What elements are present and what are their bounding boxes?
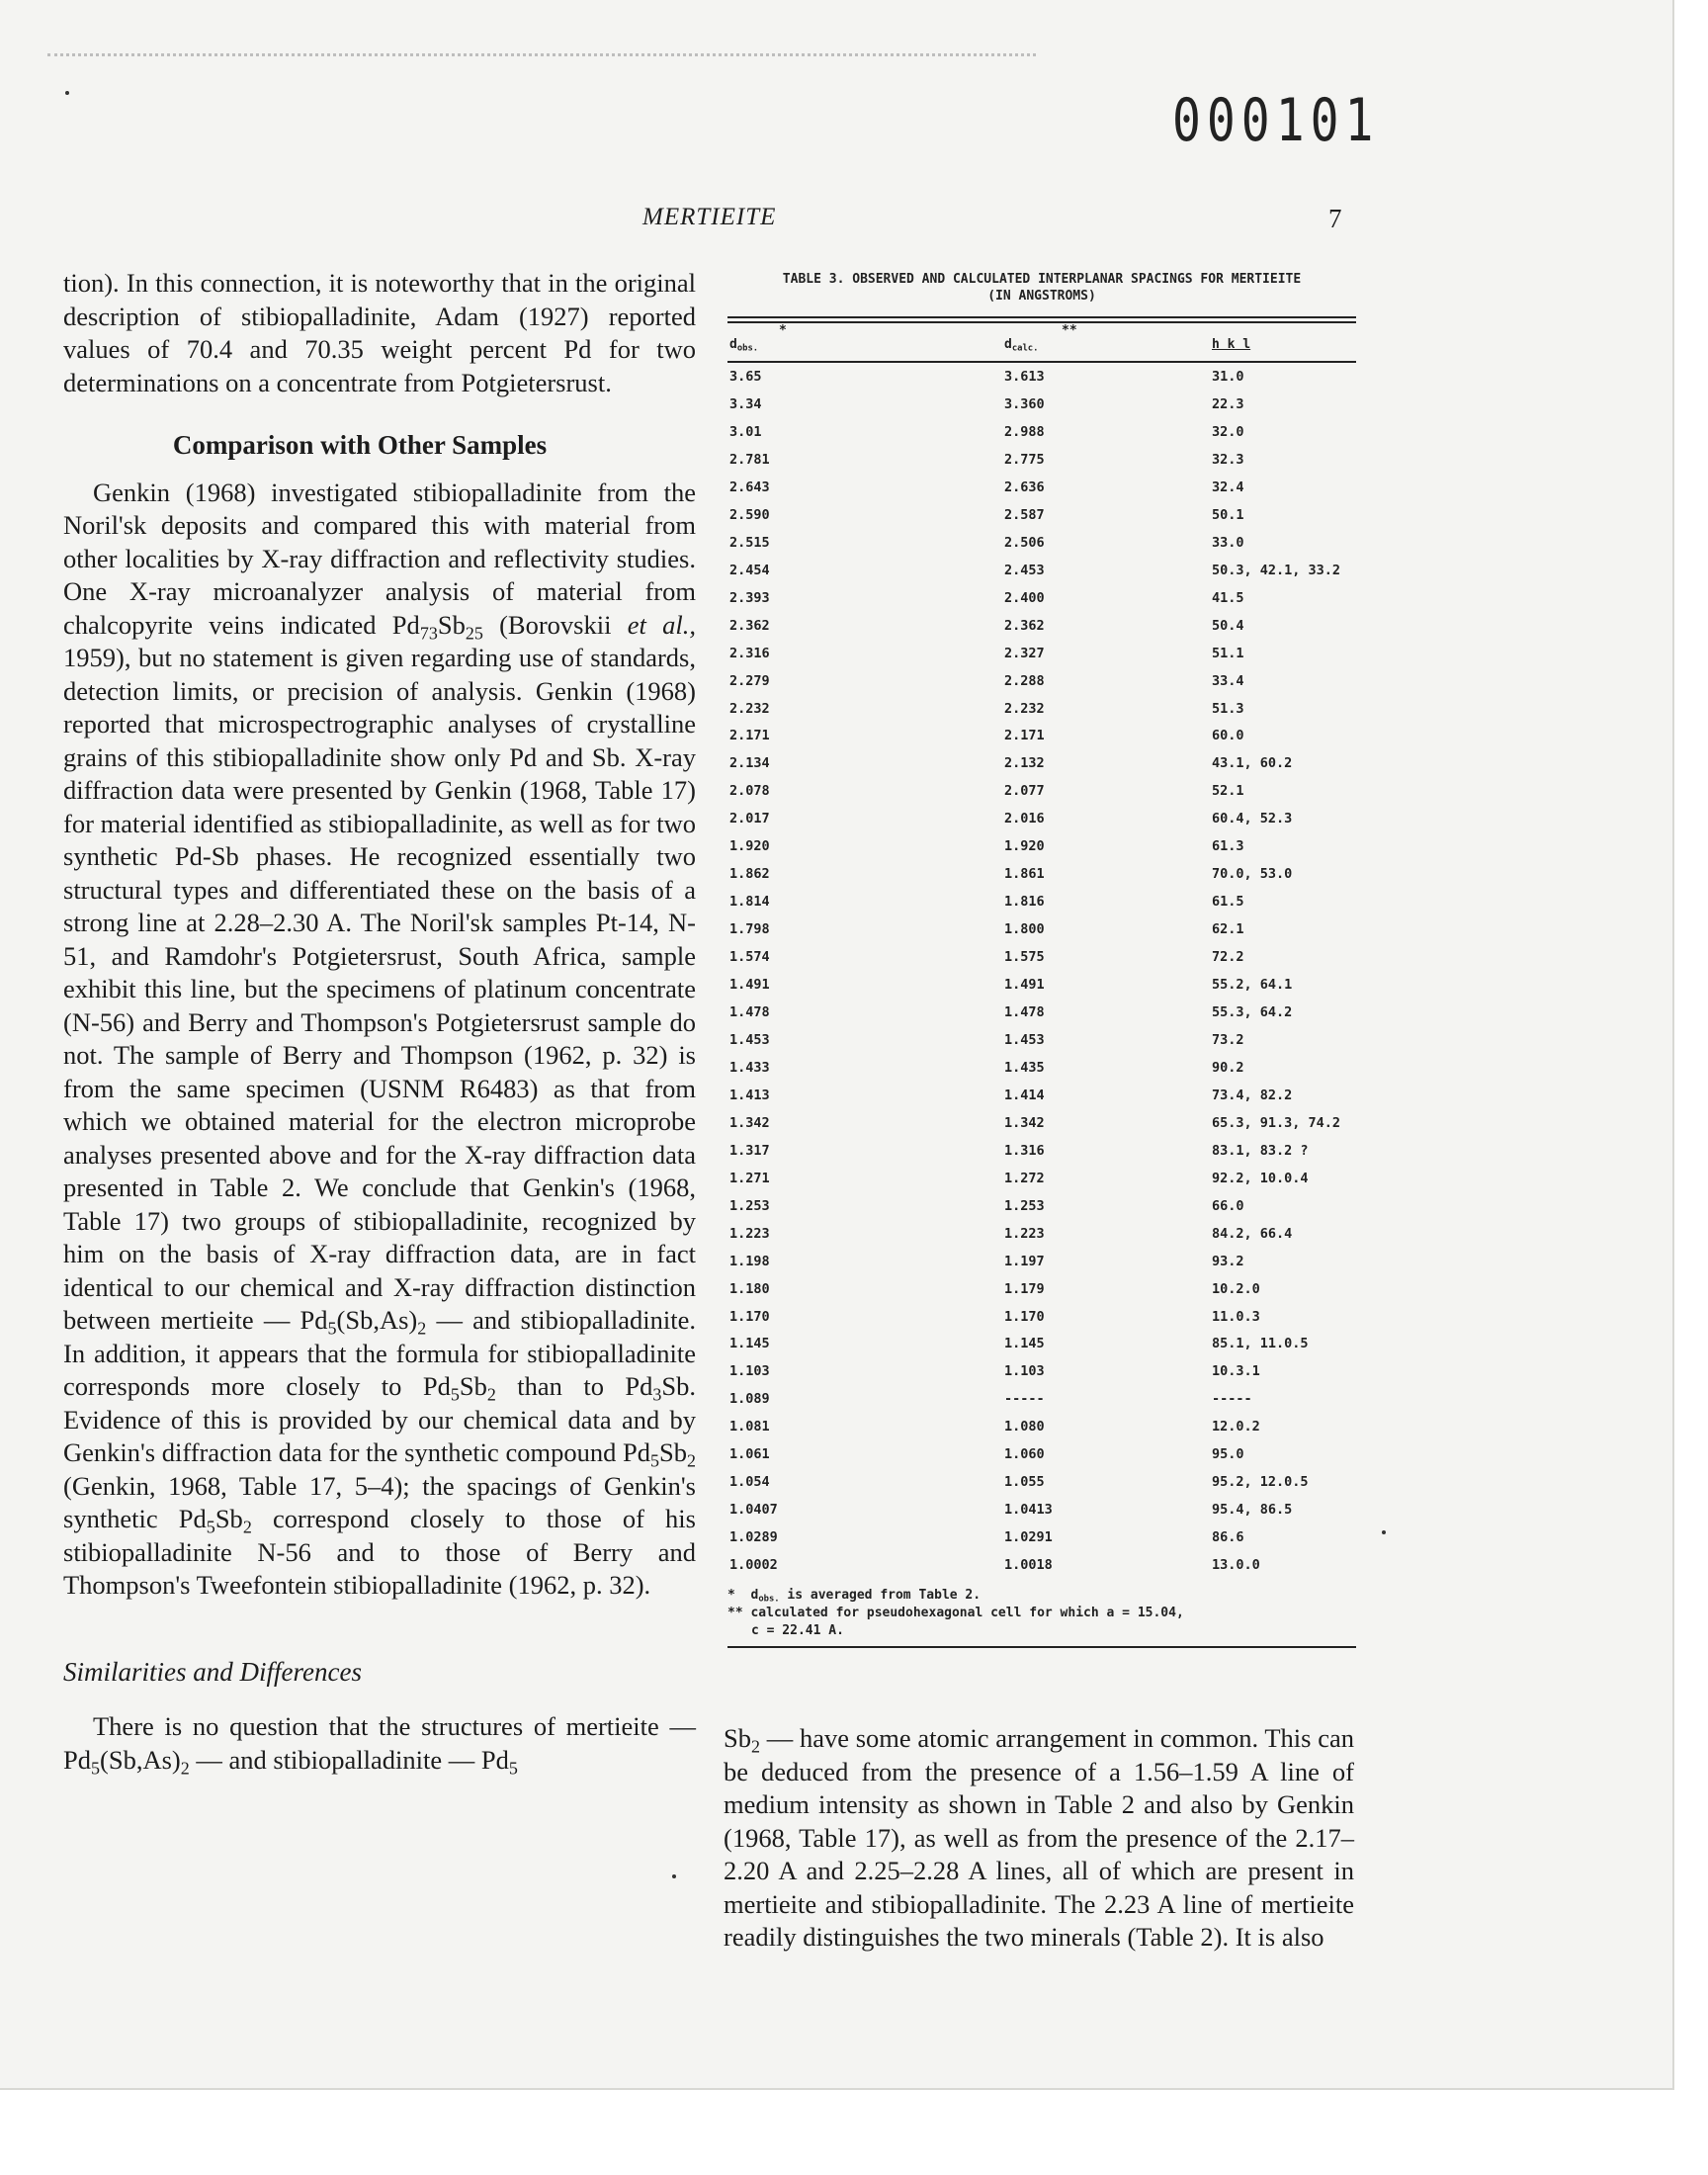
table-row xyxy=(727,1198,1356,1226)
cell-hkl: 65.3, 91.3, 74.2 xyxy=(1212,1114,1341,1131)
table-notes xyxy=(727,1587,1356,1646)
cell-d-obs: 3.01 xyxy=(729,423,762,440)
table-caption xyxy=(727,271,1356,304)
cell-d-obs: 2.393 xyxy=(729,589,770,606)
cell-d-obs: 1.180 xyxy=(729,1280,770,1297)
cell-d-obs: 1.478 xyxy=(729,1004,770,1020)
table-row xyxy=(727,866,1356,894)
table-header xyxy=(727,323,1356,361)
cell-hkl: 60.0 xyxy=(1212,728,1244,744)
text-run: (Genkin, 1968, Table 17, 5–4); the spacings of Genkin's synthetic Pd xyxy=(63,1470,696,1533)
cell-d-obs: 1.0002 xyxy=(729,1557,778,1573)
cell-d-calc: 1.197 xyxy=(1004,1253,1045,1269)
subscript: 5 xyxy=(450,1384,460,1405)
subscript: 2 xyxy=(486,1384,496,1405)
cell-d-calc: 1.435 xyxy=(1004,1059,1045,1076)
cell-hkl: 66.0 xyxy=(1212,1197,1244,1214)
cell-d-obs: 1.433 xyxy=(729,1059,770,1076)
cell-d-calc: 1.223 xyxy=(1004,1225,1045,1242)
subscript: 5 xyxy=(206,1517,215,1537)
table-row xyxy=(727,563,1356,590)
table-row xyxy=(727,535,1356,563)
cell-d-obs: 2.781 xyxy=(729,451,770,468)
header-subscript: obs. xyxy=(736,343,759,354)
table-row xyxy=(727,369,1356,396)
cell-d-calc: 1.080 xyxy=(1004,1419,1045,1436)
table-row xyxy=(727,618,1356,646)
note-text: is averaged from Table 2. xyxy=(779,1588,982,1603)
scan-artifact-line xyxy=(47,53,1036,59)
table-row xyxy=(727,783,1356,811)
cell-d-obs: 3.65 xyxy=(729,369,762,385)
table-row xyxy=(727,1363,1356,1391)
cell-hkl: ----- xyxy=(1212,1391,1252,1408)
cell-hkl: 73.4, 82.2 xyxy=(1212,1087,1293,1103)
table-row xyxy=(727,1446,1356,1474)
cell-hkl: 61.5 xyxy=(1212,894,1244,911)
subscript: 2 xyxy=(417,1318,427,1339)
cell-d-obs: 2.454 xyxy=(729,562,770,578)
cell-d-obs: 1.453 xyxy=(729,1031,770,1048)
cell-d-obs: 1.0289 xyxy=(729,1529,778,1546)
column-header-d-calc xyxy=(1004,337,1038,352)
cell-hkl: 60.4, 52.3 xyxy=(1212,811,1293,827)
cell-hkl: 50.3, 42.1, 33.2 xyxy=(1212,562,1341,578)
cell-hkl: 85.1, 11.0.5 xyxy=(1212,1336,1309,1352)
note-mark: * xyxy=(727,1588,735,1603)
cell-hkl: 95.4, 86.5 xyxy=(1212,1502,1293,1519)
cell-hkl: 31.0 xyxy=(1212,369,1244,385)
text-run: Sb xyxy=(724,1723,751,1753)
cell-hkl: 95.2, 12.0.5 xyxy=(1212,1474,1309,1491)
table-row xyxy=(727,894,1356,921)
cell-hkl: 10.3.1 xyxy=(1212,1363,1260,1380)
header-symbol: d xyxy=(729,337,737,352)
cell-hkl: 61.3 xyxy=(1212,838,1244,855)
table-row xyxy=(727,1115,1356,1143)
left-column xyxy=(63,267,696,1777)
cell-d-obs: 2.279 xyxy=(729,672,770,689)
subscript: 2 xyxy=(686,1450,696,1471)
cell-d-calc: 3.360 xyxy=(1004,396,1045,412)
cell-d-obs: 1.491 xyxy=(729,977,770,993)
text-run: (Borovskii xyxy=(482,609,628,640)
cell-hkl: 43.1, 60.2 xyxy=(1212,755,1293,772)
cell-d-obs: 1.170 xyxy=(729,1308,770,1325)
text-run: Genkin (1968) investigated stibiopalladinite from the Noril'sk deposits and compared this with material from other localities by X-ray diffraction and reflectivity studies. One X-ray microanalyzer analysis of material from chalcopyrite veins indicated Pd xyxy=(63,477,696,640)
cell-d-obs: 1.253 xyxy=(729,1197,770,1214)
table-row xyxy=(727,701,1356,729)
table-3 xyxy=(727,271,1356,1648)
table-row xyxy=(727,1419,1356,1446)
cell-hkl: 86.6 xyxy=(1212,1529,1244,1546)
cell-hkl: 95.0 xyxy=(1212,1446,1244,1463)
table-caption-line: TABLE 3. OBSERVED AND CALCULATED INTERPLANAR SPACINGS FOR MERTIEITE xyxy=(782,272,1302,287)
table-row xyxy=(727,1088,1356,1115)
cell-d-calc: 1.478 xyxy=(1004,1004,1045,1020)
cell-d-calc: 1.170 xyxy=(1004,1308,1045,1325)
table-row xyxy=(727,921,1356,949)
table-row xyxy=(727,838,1356,866)
document-stamp-number: 000101 xyxy=(1172,86,1380,155)
cell-hkl: 62.1 xyxy=(1212,921,1244,938)
cell-d-calc: 2.016 xyxy=(1004,811,1045,827)
text-run: Sb xyxy=(459,1371,487,1401)
cell-d-obs: 1.317 xyxy=(729,1142,770,1159)
cell-d-calc: 1.060 xyxy=(1004,1446,1045,1463)
table-row xyxy=(727,1226,1356,1254)
cell-d-obs: 1.342 xyxy=(729,1114,770,1131)
cell-d-obs: 1.103 xyxy=(729,1363,770,1380)
cell-hkl: 11.0.3 xyxy=(1212,1308,1260,1325)
subscript: 5 xyxy=(91,1757,101,1778)
column-header-hkl: h k l xyxy=(1212,337,1251,352)
header-subscript: calc. xyxy=(1011,343,1039,354)
cell-hkl: 84.2, 66.4 xyxy=(1212,1225,1293,1242)
cell-d-calc: 3.613 xyxy=(1004,369,1045,385)
table-row xyxy=(727,811,1356,838)
table-note: ** calculated for pseudohexagonal cell for which a = 15.04, xyxy=(727,1606,1184,1620)
cell-d-calc: 1.414 xyxy=(1004,1087,1045,1103)
cell-d-obs: 2.643 xyxy=(729,478,770,495)
cell-d-calc: ----- xyxy=(1004,1391,1045,1408)
cell-d-calc: 1.816 xyxy=(1004,894,1045,911)
cell-hkl: 32.0 xyxy=(1212,423,1244,440)
cell-hkl: 51.3 xyxy=(1212,700,1244,717)
cell-d-obs: 2.232 xyxy=(729,700,770,717)
cell-d-calc: 1.0413 xyxy=(1004,1502,1053,1519)
cell-d-calc: 2.400 xyxy=(1004,589,1045,606)
cell-hkl: 70.0, 53.0 xyxy=(1212,866,1293,883)
cell-d-calc: 2.636 xyxy=(1004,478,1045,495)
table-row xyxy=(727,424,1356,452)
table-row xyxy=(727,1529,1356,1557)
text-run: correspond closely to those of his stibiopalladinite N-56 and to those of Berry and Thompson's Tweefontein stibiopalladinite (1962, p. 32). xyxy=(63,1504,696,1600)
cell-d-calc: 1.316 xyxy=(1004,1142,1045,1159)
cell-d-calc: 1.272 xyxy=(1004,1170,1045,1186)
cell-d-calc: 1.179 xyxy=(1004,1280,1045,1297)
right-column xyxy=(724,1722,1354,1955)
table-row xyxy=(727,1474,1356,1502)
cell-hkl: 50.1 xyxy=(1212,506,1244,523)
subscript: 3 xyxy=(652,1384,662,1405)
cell-d-calc: 1.491 xyxy=(1004,977,1045,993)
cell-d-calc: 1.575 xyxy=(1004,949,1045,965)
column-header-mark: * xyxy=(779,323,787,338)
cell-hkl: 22.3 xyxy=(1212,396,1244,412)
subscript: 5 xyxy=(327,1318,337,1339)
subscript: 5 xyxy=(508,1757,518,1778)
table-note xyxy=(727,1587,1356,1605)
table-bottom-rule xyxy=(727,1646,1356,1648)
table-row xyxy=(727,1060,1356,1088)
scan-speck xyxy=(672,1874,676,1878)
text-run: Sb xyxy=(214,1504,243,1533)
scan-speck xyxy=(65,91,69,95)
cell-d-calc: 1.0291 xyxy=(1004,1529,1053,1546)
cell-hkl: 32.4 xyxy=(1212,478,1244,495)
cell-hkl: 73.2 xyxy=(1212,1031,1244,1048)
cell-d-obs: 1.0407 xyxy=(729,1502,778,1519)
table-row xyxy=(727,673,1356,701)
subscript: 73 xyxy=(419,622,438,643)
table-row xyxy=(727,1171,1356,1198)
table-row xyxy=(727,1391,1356,1419)
table-row xyxy=(727,507,1356,535)
subscript: 25 xyxy=(465,622,483,643)
table-row xyxy=(727,1281,1356,1309)
cell-d-calc: 1.342 xyxy=(1004,1114,1045,1131)
paragraph xyxy=(724,1722,1354,1955)
cell-d-obs: 1.054 xyxy=(729,1474,770,1491)
subscript: 2 xyxy=(242,1517,252,1537)
table-row xyxy=(727,646,1356,673)
cell-d-calc: 2.453 xyxy=(1004,562,1045,578)
cell-hkl: 12.0.2 xyxy=(1212,1419,1260,1436)
cell-d-obs: 2.078 xyxy=(729,783,770,800)
italic-text: et al., xyxy=(627,609,696,640)
cell-d-calc: 2.587 xyxy=(1004,506,1045,523)
cell-hkl: 50.4 xyxy=(1212,617,1244,634)
cell-hkl: 10.2.0 xyxy=(1212,1280,1260,1297)
cell-d-obs: 2.017 xyxy=(729,811,770,827)
cell-d-obs: 2.171 xyxy=(729,728,770,744)
cell-d-calc: 2.988 xyxy=(1004,423,1045,440)
cell-d-calc: 1.055 xyxy=(1004,1474,1045,1491)
cell-d-obs: 1.574 xyxy=(729,949,770,965)
cell-d-obs: 1.145 xyxy=(729,1336,770,1352)
table-row xyxy=(727,1336,1356,1363)
paragraph: tion). In this connection, it is noteworthy that in the original description of stibiopalladinite, Adam (1927) reported values of 70.4 and 70.35 weight percent Pd for two determinations on a concentrate from Potgietersrust. xyxy=(63,268,696,397)
paragraph xyxy=(63,477,696,1603)
note-symbol: d xyxy=(750,1588,759,1603)
table-row xyxy=(727,1557,1356,1585)
cell-d-calc: 2.171 xyxy=(1004,728,1045,744)
table-note-continuation: c = 22.41 A. xyxy=(751,1623,844,1638)
cell-hkl: 83.1, 83.2 ? xyxy=(1212,1142,1309,1159)
cell-d-calc: 2.077 xyxy=(1004,783,1045,800)
column-header-mark: ** xyxy=(1062,323,1077,338)
cell-d-calc: 2.506 xyxy=(1004,534,1045,551)
cell-d-obs: 1.089 xyxy=(729,1391,770,1408)
note-subscript: obs. xyxy=(758,1594,780,1605)
cell-d-obs: 2.590 xyxy=(729,506,770,523)
subscript: 2 xyxy=(180,1757,190,1778)
table-row xyxy=(727,755,1356,783)
cell-d-obs: 1.198 xyxy=(729,1253,770,1269)
cell-d-obs: 1.413 xyxy=(729,1087,770,1103)
text-run: Sb xyxy=(658,1437,687,1467)
text-run: (Sb,As) xyxy=(336,1305,418,1335)
running-head: MERTIEITE xyxy=(642,204,777,230)
table-row xyxy=(727,590,1356,618)
cell-d-calc: 1.103 xyxy=(1004,1363,1045,1380)
cell-hkl: 41.5 xyxy=(1212,589,1244,606)
cell-hkl: 52.1 xyxy=(1212,783,1244,800)
text-run: 1959), but no statement is given regarding use of standards, detection limits, or precision of analysis. Genkin (1968) reported that microspectrographic analyses of crystalline grains of this stibiopalladinite show only Pd and Sb. X-ray diffraction data were presented by Genkin (1968, Table 17) for material identified as stibiopalladinite, as well as for two synthetic Pd-Sb phases. He recognized essentially two structural types and differentiated these on the basis of a strong line at 2.28–2.30 A. The Noril'sk samples Pt-14, N-51, and Ramdohr's Potgietersrust, South Africa, sample exhibit this line, but the specimens of platinum concentrate (N-56) and Berry and Thompson's Potgietersrust sample do not. The sample of Berry and Thompson (1962, p. 32) is from the same specimen (USNM R6483) as that from which we obtained material for the electron microprobe analyses presented above and for the X-ray diffraction data presented in Table 2. We conclude that Genkin's (1968, Table 17) two groups of stibiopalladinite, recognized by him on the basis of X-ray diffraction data, are in fact identical to our chemical and X-ray diffraction distinction between mertieite — Pd xyxy=(63,643,696,1335)
cell-d-calc: 1.453 xyxy=(1004,1031,1045,1048)
header-symbol: d xyxy=(1004,337,1012,352)
table-caption-line: (IN ANGSTROMS) xyxy=(987,289,1096,304)
cell-d-obs: 1.081 xyxy=(729,1419,770,1436)
cell-d-calc: 2.232 xyxy=(1004,700,1045,717)
cell-d-obs: 2.134 xyxy=(729,755,770,772)
column-header-d-obs xyxy=(729,337,758,352)
subsection-heading: Similarities and Differences xyxy=(63,1656,362,1687)
text-run: Sb. Evidence of this is provided by our chemical data and by Genkin's diffraction data for the synthetic compound Pd xyxy=(63,1371,696,1467)
cell-d-calc: 2.132 xyxy=(1004,755,1045,772)
cell-hkl: 92.2, 10.0.4 xyxy=(1212,1170,1309,1186)
table-row xyxy=(727,479,1356,507)
table-body xyxy=(727,363,1356,1579)
cell-hkl: 13.0.0 xyxy=(1212,1557,1260,1573)
table-row xyxy=(727,977,1356,1004)
subscript: 5 xyxy=(649,1450,659,1471)
cell-hkl: 72.2 xyxy=(1212,949,1244,965)
cell-hkl: 33.0 xyxy=(1212,534,1244,551)
cell-hkl: 32.3 xyxy=(1212,451,1244,468)
cell-d-obs: 1.271 xyxy=(729,1170,770,1186)
table-row xyxy=(727,1502,1356,1529)
table-row xyxy=(727,1309,1356,1337)
cell-d-obs: 1.798 xyxy=(729,921,770,938)
table-top-rule xyxy=(727,316,1356,323)
cell-hkl: 33.4 xyxy=(1212,672,1244,689)
table-row xyxy=(727,1032,1356,1060)
text-run: than to Pd xyxy=(495,1371,653,1401)
cell-d-obs: 2.316 xyxy=(729,645,770,661)
paragraph xyxy=(63,1710,696,1777)
text-run: Sb xyxy=(437,609,466,640)
cell-d-calc: 2.288 xyxy=(1004,672,1045,689)
cell-hkl: 55.2, 64.1 xyxy=(1212,977,1293,993)
table-row xyxy=(727,452,1356,479)
cell-d-calc: 1.253 xyxy=(1004,1197,1045,1214)
text-run: — and stibiopalladinite. In addition, it appears that the formula for stibiopalladinite corresponds more closely to Pd xyxy=(63,1305,696,1401)
cell-d-obs: 1.814 xyxy=(729,894,770,911)
cell-hkl: 51.1 xyxy=(1212,645,1244,661)
cell-hkl: 93.2 xyxy=(1212,1253,1244,1269)
table-row xyxy=(727,396,1356,424)
subscript: 2 xyxy=(751,1736,761,1757)
cell-d-obs: 1.862 xyxy=(729,866,770,883)
cell-d-calc: 1.0018 xyxy=(1004,1557,1053,1573)
cell-d-calc: 1.800 xyxy=(1004,921,1045,938)
cell-d-calc: 2.327 xyxy=(1004,645,1045,661)
cell-d-obs: 2.362 xyxy=(729,617,770,634)
text-run: (Sb,As) xyxy=(100,1744,181,1775)
cell-d-calc: 1.861 xyxy=(1004,866,1045,883)
section-heading: Comparison with Other Samples xyxy=(172,430,548,460)
cell-d-obs: 2.515 xyxy=(729,534,770,551)
table-row xyxy=(727,728,1356,755)
cell-hkl: 55.3, 64.2 xyxy=(1212,1004,1293,1020)
table-row xyxy=(727,1004,1356,1032)
cell-d-calc: 1.920 xyxy=(1004,838,1045,855)
cell-d-obs: 1.061 xyxy=(729,1446,770,1463)
text-run: — have some atomic arrangement in common. This can be deduced from the presence of a 1.56–1.59 A line of medium intensity as shown in Table 2 and also by Genkin (1968, Table 17), as well as from the presence of the 2.17–2.20 A and 2.25–2.28 A lines, all of which are present in mertieite and stibiopalladinite. The 2.23 A line of mertieite readily distinguishes the two minerals (Table 2). It is also xyxy=(724,1723,1354,1952)
table-row xyxy=(727,1254,1356,1281)
text-run: — and stibiopalladinite — Pd xyxy=(189,1744,509,1775)
cell-d-calc: 2.362 xyxy=(1004,617,1045,634)
cell-d-obs: 3.34 xyxy=(729,396,762,412)
cell-d-obs: 1.223 xyxy=(729,1225,770,1242)
cell-d-obs: 1.920 xyxy=(729,838,770,855)
text-run: There is no question that the structures of mertieite — Pd xyxy=(63,1711,696,1775)
scan-speck xyxy=(1382,1530,1386,1534)
table-row xyxy=(727,949,1356,977)
cell-d-calc: 2.775 xyxy=(1004,451,1045,468)
cell-hkl: 90.2 xyxy=(1212,1059,1244,1076)
cell-d-calc: 1.145 xyxy=(1004,1336,1045,1352)
page-number: 7 xyxy=(1328,204,1342,233)
table-row xyxy=(727,1143,1356,1171)
